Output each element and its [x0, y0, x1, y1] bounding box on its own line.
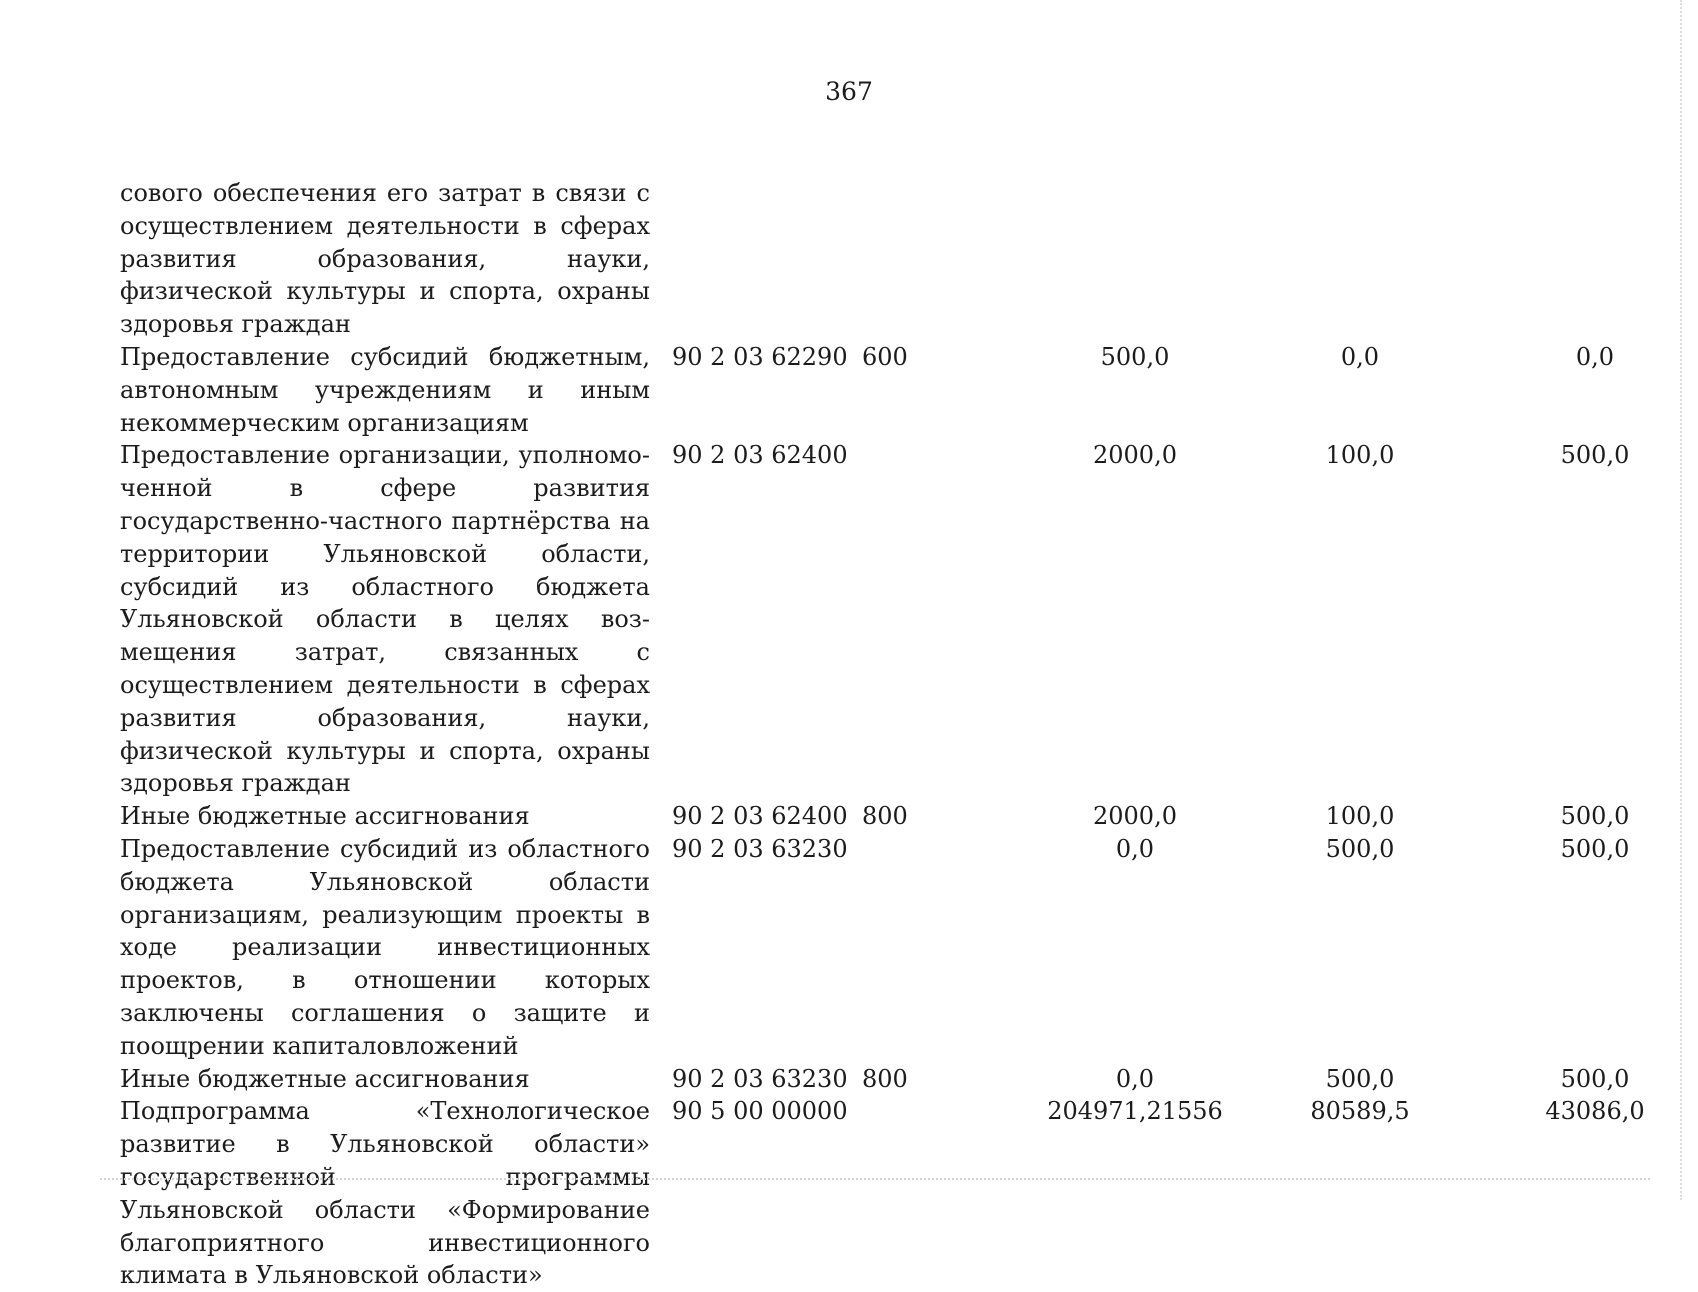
budget-table: [120, 177, 1645, 1292]
row-target-code: 90 5 00 00000: [672, 1097, 848, 1126]
row-description: Иные бюджетные ассигнования: [120, 1064, 530, 1093]
row-amount-1: 0,0: [1115, 834, 1155, 863]
row-expense-type: 600: [862, 342, 908, 371]
row-expense-type: 800: [862, 1064, 908, 1093]
table-row: [120, 833, 1630, 1063]
row-amount-3: 500,0: [1560, 802, 1630, 831]
row-amount-2: 500,0: [1325, 834, 1395, 863]
row-target-code: 90 2 03 62400: [672, 441, 848, 470]
scan-artifact-edge: [1680, 0, 1682, 1200]
row-description: сового обеспечения его затрат в связи с осуществлением деятельности в сферах развития образования, науки, физической культуры и спорта, охраны здоровья граждан: [120, 179, 650, 339]
row-amount-3: 500,0: [1560, 834, 1630, 863]
table-row: [120, 439, 1630, 800]
row-description: Предоставление организации, уполномоченной в сфере развития государственно-частного партнёрства на территории Ульяновской области, субсидий из областного бюджета Ульяновской области в целях возмещения затрат, связанных с осуществлением деятельности в сферах развития образования, науки, физической культуры и спорта, охраны здоровья граждан: [120, 441, 650, 798]
row-amount-2: 500,0: [1325, 1064, 1395, 1093]
table-row: [120, 800, 1630, 833]
row-amount-3: 43086,0: [1545, 1097, 1645, 1126]
row-amount-1: 204971,21556: [1047, 1097, 1223, 1126]
table-row: [120, 1095, 1645, 1292]
row-amount-1: 2000,0: [1093, 441, 1177, 470]
row-description: Иные бюджетные ассигнования: [120, 802, 530, 831]
scan-artifact-line: [100, 1178, 1650, 1180]
row-amount-2: 100,0: [1325, 802, 1395, 831]
row-amount-1: 500,0: [1100, 342, 1170, 371]
row-description: Предоставление субсидий из областного бюджета Ульяновской области организациям, реализующим проекты в ходе реализации инвестиционных проектов, в отношении которых заключены соглашения о защите и поощрении капиталовложений: [120, 834, 650, 1060]
row-amount-1: 0,0: [1115, 1064, 1155, 1093]
row-expense-type: 800: [862, 802, 908, 831]
row-target-code: 90 2 03 63230: [672, 834, 848, 863]
row-amount-3: 0,0: [1575, 342, 1615, 371]
row-target-code: 90 2 03 63230: [672, 1064, 848, 1093]
row-description: Предоставление субсидий бюджетным, автономным учреждениям и иным некоммерческим организациям: [120, 342, 650, 437]
table-row: [120, 1063, 1630, 1096]
row-amount-3: 500,0: [1560, 1064, 1630, 1093]
row-amount-2: 100,0: [1325, 441, 1395, 470]
row-amount-2: 0,0: [1340, 342, 1380, 371]
table-row: [120, 341, 1615, 439]
page-number: 367: [825, 77, 873, 106]
row-target-code: 90 2 03 62290: [672, 342, 848, 371]
row-amount-2: 80589,5: [1310, 1097, 1410, 1126]
row-amount-3: 500,0: [1560, 441, 1630, 470]
table-row: [120, 177, 1520, 341]
row-target-code: 90 2 03 62400: [672, 802, 848, 831]
row-description: Подпрограмма «Технологическое развитие в Ульяновской области» государственной программы Ульяновской области «Формирование благоприятного инвестиционного климата в Ульяновской области»: [120, 1097, 650, 1290]
row-amount-1: 2000,0: [1093, 802, 1177, 831]
